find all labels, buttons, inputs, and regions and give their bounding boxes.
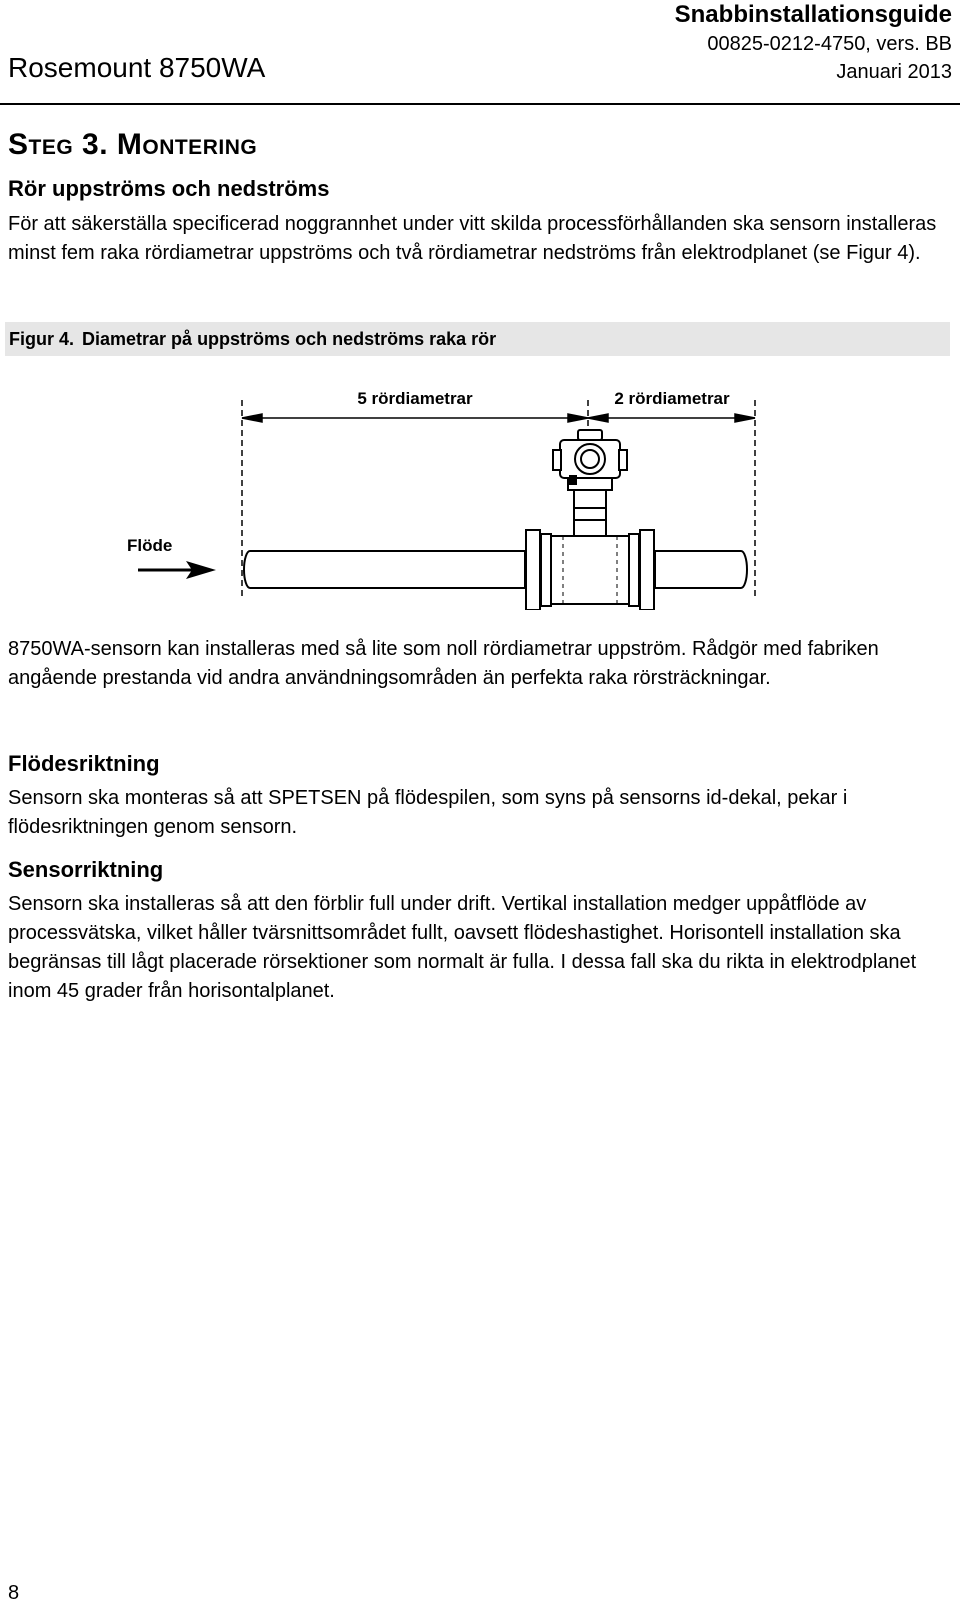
header-divider [0,103,960,105]
orientation-paragraph: Sensorn ska installeras så att den förblir full under drift. Vertikal installation medger uppåtflöde av processvätska, vilket håller tvärsnittsområdet fullt, oavsett flödeshastighet. Horisontell installation ska begränsas till lågt placerade rörsektioner som normalt är fulla. I dessa fall ska du rikta in elektrodplanet inom 45 grader från horisontalplanet. [8,893,917,1002]
section-heading-orientation: Sensorriktning [8,857,164,882]
figure-number: Figur 4. [9,329,75,349]
dimension-arrow [242,414,262,422]
dimension-arrow [735,414,755,422]
upstream-paragraph: För att säkerställa specificerad noggrannhet under vitt skilda processförhållanden ska sensorn installeras minst fem raka rördiametrar uppströms och två rördiametrar nedströms från elektrodplanet (se Figur 4). [8,213,937,264]
section-heading-upstream: Rör uppströms och nedströms [8,176,330,201]
label-downstream-diameters: 2 rördiametrar [614,389,730,408]
sensor-body [551,490,629,604]
header-info [675,0,952,86]
page-number: 8 [8,1582,20,1604]
figure-caption [5,322,950,356]
flow-arrow-icon [138,561,216,579]
dimension-arrow [568,414,588,422]
transmitter-head-icon [553,430,627,490]
document-date: Januari 2013 [836,61,952,83]
step-title: Steg 3. Montering [8,128,258,161]
document-number: 00825-0212-4750, vers. BB [707,33,952,55]
section-heading-flow-direction: Flödesriktning [8,751,160,776]
label-flow: Flöde [127,536,173,555]
pipe [244,551,747,588]
note-paragraph: 8750WA-sensorn kan installeras med så lite som noll rördiametrar uppström. Rådgör med fabriken angående prestanda vid andra användningsområden än perfekta raka rörsträckningar. [8,638,879,689]
flow-direction-paragraph: Sensorn ska monteras så att SPETSEN på flödespilen, som syns på sensorns id-dekal, pekar i flödesriktningen genom sensorn. [8,787,848,838]
pipe-diameter-diagram [0,370,960,610]
product-name: Rosemount 8750WA [8,52,266,83]
guide-title: Snabbinstallationsguide [674,1,952,28]
figure-caption-text: Diametrar på uppströms och nedströms raka rör [82,329,497,349]
label-upstream-diameters: 5 rördiametrar [357,389,473,408]
dimension-arrow [588,414,608,422]
